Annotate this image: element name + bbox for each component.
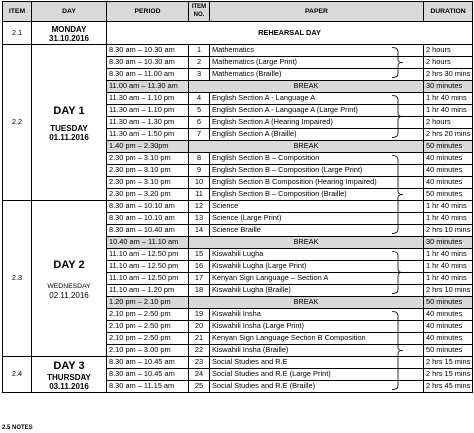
header-item: ITEM — [3, 2, 32, 22]
item-no-cell: 11 — [189, 189, 210, 201]
item-no-cell: 22 — [189, 345, 210, 357]
header-item-no: ITEM NO. — [189, 2, 210, 22]
duration-cell: 2 hours — [424, 117, 473, 129]
duration-cell: 50 minutes — [424, 297, 473, 309]
paper-cell: Social Studies and R.E (Large Print) — [210, 369, 424, 381]
table-row — [3, 357, 473, 369]
period-cell: 2.30 pm – 3.10 pm — [107, 165, 189, 177]
break-label: BREAK — [189, 141, 424, 153]
header-duration: DURATION — [424, 2, 473, 22]
period-cell: 11.10 am – 1.20 pm — [107, 285, 189, 297]
exam-date: 02.11.2016 — [49, 291, 89, 300]
duration-cell: 2 hrs 10 mins — [424, 225, 473, 237]
paper-cell: Kenyan Sign Language Section B Composition — [210, 333, 424, 345]
item-no-cell: 25 — [189, 381, 210, 393]
duration-cell: 1 hr 40 mins — [424, 261, 473, 273]
paper-cell: English Section A (Hearing Impaired) — [210, 117, 424, 129]
break-label: BREAK — [189, 81, 424, 93]
paper-cell: English Section A (Braille) — [210, 129, 424, 141]
paper-cell: English Section B – Composition (Large Print) — [210, 165, 424, 177]
duration-cell: 40 minutes — [424, 153, 473, 165]
period-cell: 2.30 pm – 3.10 pm — [107, 177, 189, 189]
period-cell: 8.30 am – 10.30 am — [107, 45, 189, 57]
duration-cell: 50 minutes — [424, 189, 473, 201]
duration-cell: 2 hours — [424, 45, 473, 57]
day-number: DAY 3 — [53, 360, 85, 372]
day-number: DAY 1 — [53, 105, 85, 117]
period-cell: 8.30 am – 10.10 am — [107, 213, 189, 225]
period-cell: 2.10 pm – 3.00 pm — [107, 345, 189, 357]
item-no-cell: 9 — [189, 165, 210, 177]
duration-cell: 1 hr 40 mins — [424, 201, 473, 213]
item-no-cell: 2 — [189, 57, 210, 69]
rehearsal-row — [3, 22, 473, 45]
paper-cell: Science Braille — [210, 225, 424, 237]
section-day-cell — [32, 45, 107, 201]
paper-cell: English Section A - Language A (Large Print) — [210, 105, 424, 117]
exam-timetable — [2, 1, 473, 393]
header-paper: PAPER — [210, 2, 424, 22]
duration-cell: 30 minutes — [424, 81, 473, 93]
duration-cell: 1 hr 40 mins — [424, 105, 473, 117]
period-cell: 11.30 am – 1.10 pm — [107, 93, 189, 105]
duration-cell: 2 hrs 10 mins — [424, 285, 473, 297]
period-cell: 1.20 pm – 2.10 pm — [107, 297, 189, 309]
item-no-cell: 17 — [189, 273, 210, 285]
item-no-cell: 12 — [189, 201, 210, 213]
paper-cell: Kiswahili Lugha — [210, 249, 424, 261]
period-cell: 2.10 pm – 2.50 pm — [107, 309, 189, 321]
item-no-cell: 3 — [189, 69, 210, 81]
period-cell: 1.40 pm – 2.30pm — [107, 141, 189, 153]
item-no-cell: 6 — [189, 117, 210, 129]
duration-cell: 1 hr 40 mins — [424, 93, 473, 105]
rehearsal-day-cell — [32, 22, 107, 45]
period-cell: 2.10 pm – 2.50 pm — [107, 333, 189, 345]
header-day: DAY — [32, 2, 107, 22]
period-cell: 10.40 am – 11.10 am — [107, 237, 189, 249]
period-cell: 11.10 am – 12.50 pm — [107, 273, 189, 285]
period-cell: 11.10 am – 12.50 pm — [107, 249, 189, 261]
period-cell: 2.30 pm – 3.20 pm — [107, 189, 189, 201]
paper-cell: English Section B – Composition (Braille) — [210, 189, 424, 201]
rehearsal-date: 31.10.2016 — [48, 33, 90, 43]
paper-cell: Kiswahili Insha (Large Print) — [210, 321, 424, 333]
duration-cell: 2 hrs 20 mins — [424, 129, 473, 141]
paper-cell: Mathematics (Large Print) — [210, 57, 424, 69]
exam-date: 01.11.2016 — [49, 133, 89, 142]
paper-cell: Social Studies and R.E — [210, 357, 424, 369]
item-no-cell: 15 — [189, 249, 210, 261]
duration-cell: 30 minutes — [424, 237, 473, 249]
period-cell: 8.30 am – 11.00 am — [107, 69, 189, 81]
item-no-cell: 23 — [189, 357, 210, 369]
header-period: PERIOD — [107, 2, 189, 22]
item-no-cell: 13 — [189, 213, 210, 225]
item-no-cell: 8 — [189, 153, 210, 165]
period-cell: 11.30 am – 1.30 pm — [107, 117, 189, 129]
notes-heading: 2.5 NOTES — [2, 425, 33, 431]
header-row — [3, 2, 473, 22]
duration-cell: 2 hours — [424, 57, 473, 69]
duration-cell: 40 minutes — [424, 321, 473, 333]
item-no-cell: 7 — [189, 129, 210, 141]
paper-cell: Kiswahili Lugha (Braille) — [210, 285, 424, 297]
duration-cell: 2 hrs 15 mins — [424, 357, 473, 369]
item-no-cell: 5 — [189, 105, 210, 117]
item-no-cell: 16 — [189, 261, 210, 273]
duration-cell: 40 minutes — [424, 309, 473, 321]
period-cell: 11.00 am – 11.30 am — [107, 81, 189, 93]
item-no-cell: 21 — [189, 333, 210, 345]
item-no-cell: 18 — [189, 285, 210, 297]
paper-cell: Science (Large Print) — [210, 213, 424, 225]
duration-cell: 50 minutes — [424, 141, 473, 153]
period-cell: 8.30 am – 10.45 am — [107, 369, 189, 381]
period-cell: 8.30 am – 10.10 am — [107, 201, 189, 213]
rehearsal-item: 2.1 — [3, 22, 32, 45]
break-label: BREAK — [189, 237, 424, 249]
period-cell: 8.30 am – 10.30 am — [107, 57, 189, 69]
paper-cell: Science — [210, 201, 424, 213]
exam-date: 03.11.2016 — [49, 382, 89, 391]
section-item-number: 2.4 — [3, 357, 32, 393]
paper-cell: English Section B Composition (Hearing Impaired) — [210, 177, 424, 189]
paper-cell: Kiswahili Lugha (Large Print) — [210, 261, 424, 273]
duration-cell: 1 hr 40 mins — [424, 273, 473, 285]
item-no-cell: 4 — [189, 93, 210, 105]
period-cell: 11.30 am – 1.10 pm — [107, 105, 189, 117]
period-cell: 8.30 am – 11.15 am — [107, 381, 189, 393]
item-no-cell: 1 — [189, 45, 210, 57]
section-day-cell — [32, 357, 107, 393]
item-no-cell: 10 — [189, 177, 210, 189]
break-label: BREAK — [189, 297, 424, 309]
duration-cell: 50 minutes — [424, 345, 473, 357]
paper-cell: Mathematics — [210, 45, 424, 57]
period-cell: 8.30 am – 10.45 am — [107, 357, 189, 369]
paper-cell: Social Studies and R.E (Braille) — [210, 381, 424, 393]
weekday: THURSDAY — [47, 373, 91, 382]
period-cell: 2.10 pm – 2.50 pm — [107, 321, 189, 333]
paper-cell: English Section A - Language A — [210, 93, 424, 105]
paper-cell: Kiswahili Insha (Braille) — [210, 345, 424, 357]
weekday: TUESDAY — [50, 124, 88, 133]
item-no-cell: 24 — [189, 369, 210, 381]
duration-cell: 2 hrs 15 mins — [424, 369, 473, 381]
item-no-cell: 14 — [189, 225, 210, 237]
item-no-cell: 20 — [189, 321, 210, 333]
period-cell: 11.10 am – 12.50 pm — [107, 261, 189, 273]
paper-cell: English Section B – Composition — [210, 153, 424, 165]
duration-cell: 40 minutes — [424, 177, 473, 189]
weekday: WEDNESDAY — [47, 283, 91, 290]
duration-cell: 2 hrs 45 mins — [424, 381, 473, 393]
duration-cell: 1 hr 40 mins — [424, 213, 473, 225]
section-item-number: 2.2 — [3, 45, 32, 201]
item-no-cell: 19 — [189, 309, 210, 321]
duration-cell: 2 hrs 30 mins — [424, 69, 473, 81]
paper-cell: Mathematics (Braille) — [210, 69, 424, 81]
paper-cell: Kenyan Sign Language – Section A — [210, 273, 424, 285]
duration-cell: 40 minutes — [424, 165, 473, 177]
table-row — [3, 45, 473, 57]
day-number: DAY 2 — [53, 259, 85, 271]
rehearsal-weekday: MONDAY — [51, 24, 87, 34]
duration-cell: 40 minutes — [424, 333, 473, 345]
duration-cell: 1 hr 40 mins — [424, 249, 473, 261]
rehearsal-label: REHEARSAL DAY — [107, 22, 473, 45]
period-cell: 2.30 pm – 3.10 pm — [107, 153, 189, 165]
paper-cell: Kiswahili Insha — [210, 309, 424, 321]
period-cell: 8.30 am – 10.40 am — [107, 225, 189, 237]
section-day-cell — [32, 201, 107, 357]
section-item-number: 2.3 — [3, 201, 32, 357]
table-row — [3, 201, 473, 213]
period-cell: 11.30 am – 1.50 pm — [107, 129, 189, 141]
